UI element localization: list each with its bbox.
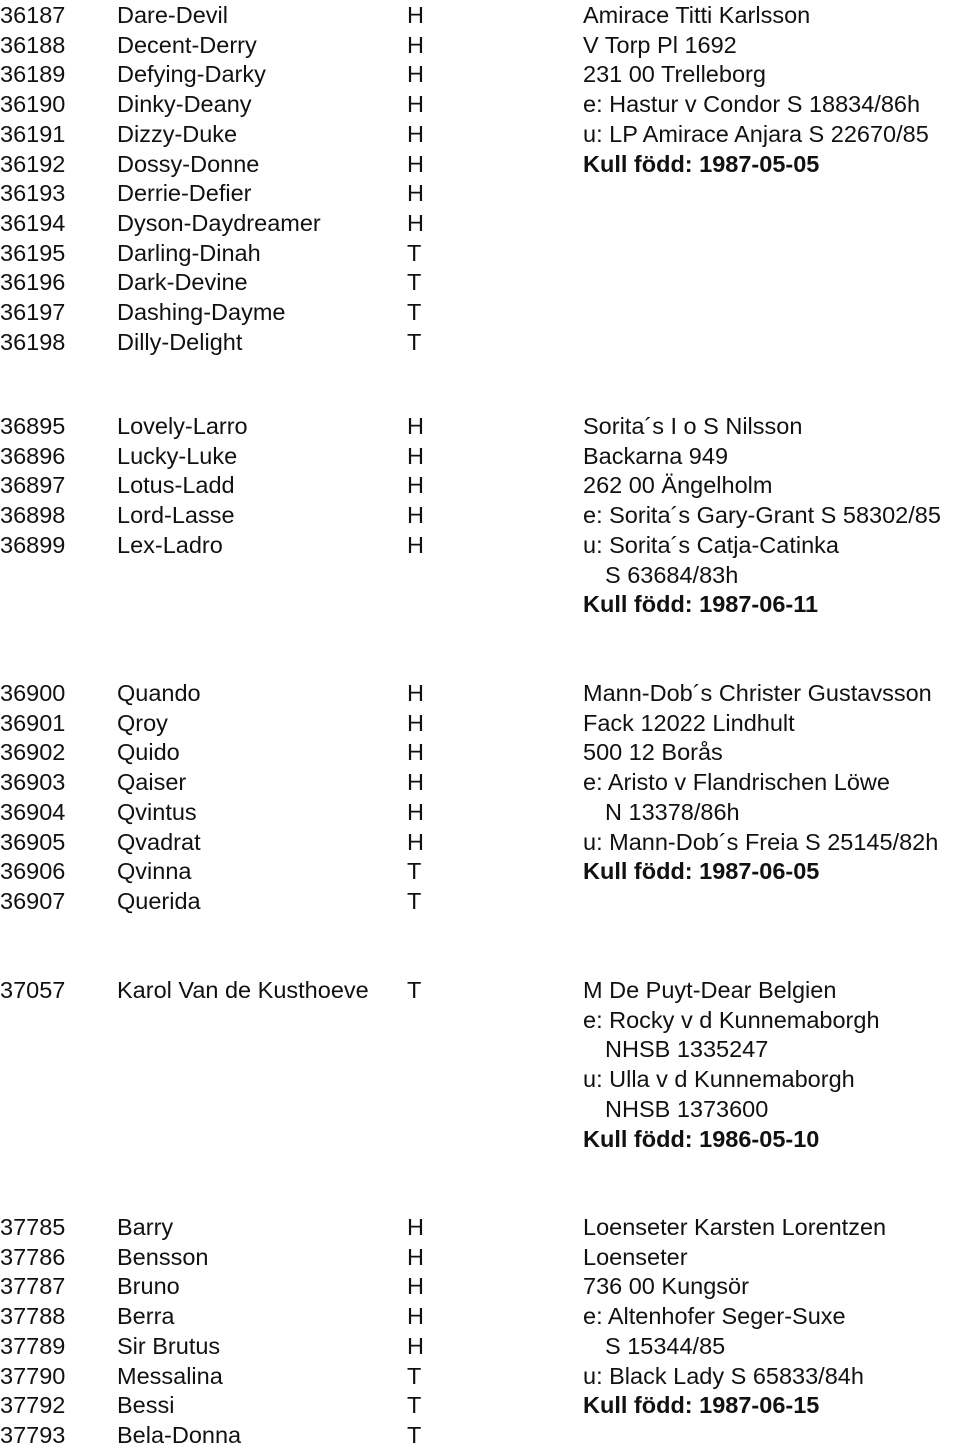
sex-code: H <box>407 472 424 499</box>
puppy-row <box>0 827 960 857</box>
registration-number: 36197 <box>0 299 66 325</box>
dog-name: Lotus-Ladd <box>117 472 235 499</box>
registration-number: 36191 <box>0 120 66 147</box>
litter-info: 500 12 Borås <box>583 739 723 766</box>
puppy-row <box>0 708 960 738</box>
registration-number: 36902 <box>0 739 66 766</box>
sex-code: H <box>407 1303 424 1330</box>
puppy-row <box>0 886 960 916</box>
litter-info-row <box>0 1005 960 1035</box>
sex-code: H <box>407 1273 424 1300</box>
puppy-row <box>0 208 960 238</box>
litter-info: u: Black Lady S 65833/84h <box>583 1362 864 1389</box>
puppy-row <box>0 856 960 886</box>
sex-code: T <box>407 887 422 914</box>
dog-name: Bessi <box>117 1392 175 1419</box>
registration-number: 36196 <box>0 269 66 296</box>
sex-code: H <box>407 709 424 736</box>
registration-number: 36904 <box>0 798 66 825</box>
registration-number: 36898 <box>0 502 66 529</box>
sex-code: H <box>407 798 424 825</box>
sex-code: T <box>407 328 422 355</box>
dog-name: Lucky-Luke <box>117 442 238 469</box>
sex-code: H <box>407 91 424 118</box>
sex-code: H <box>407 828 424 855</box>
litter-info: NHSB 1335247 <box>605 1036 769 1063</box>
sex-code: H <box>407 680 424 706</box>
puppy-row <box>0 1301 960 1331</box>
registration-number: 36901 <box>0 709 66 736</box>
litter-info: Mann-Dob´s Christer Gustavsson <box>583 680 932 706</box>
registration-number: 36192 <box>0 150 66 177</box>
sex-code: T <box>407 269 422 296</box>
registration-number: 36190 <box>0 91 66 118</box>
sex-code: T <box>407 977 422 1003</box>
puppy-row <box>0 678 960 708</box>
dog-name: Karol Van de Kusthoeve <box>117 977 369 1003</box>
puppy-row <box>0 1212 960 1242</box>
litter-info-row <box>0 1034 960 1064</box>
registration-number: 36907 <box>0 887 66 914</box>
registration-number: 37786 <box>0 1243 66 1270</box>
litter-info: NHSB 1373600 <box>605 1095 769 1122</box>
dog-name: Darling-Dinah <box>117 239 261 266</box>
puppy-row <box>0 530 960 560</box>
puppy-row <box>0 1361 960 1391</box>
dog-name: Lovely-Larro <box>117 413 248 439</box>
sex-code: H <box>407 1332 424 1359</box>
registration-number: 37057 <box>0 977 66 1003</box>
dog-name: Bela-Donna <box>117 1421 242 1448</box>
registration-number: 37788 <box>0 1303 66 1330</box>
litter-info: Kull född: 1986-05-10 <box>583 1125 820 1152</box>
litter-info: Fack 12022 Lindhult <box>583 709 795 736</box>
registration-number: 36895 <box>0 413 66 439</box>
litter-info: 736 00 Kungsör <box>583 1273 749 1300</box>
litter-info: u: Ulla v d Kunnemaborgh <box>583 1066 855 1093</box>
litter-info: e: Hastur v Condor S 18834/86h <box>583 91 921 118</box>
puppy-row <box>0 1420 960 1450</box>
sex-code: H <box>407 1214 424 1240</box>
puppy-row <box>0 1242 960 1272</box>
litter-info: u: Sorita´s Catja-Catinka <box>583 531 839 558</box>
dog-name: Qvinna <box>117 858 192 885</box>
dog-name: Dashing-Dayme <box>117 299 286 325</box>
registration-number: 36905 <box>0 828 66 855</box>
litter-info-row <box>0 1064 960 1094</box>
puppy-row <box>0 59 960 89</box>
registration-number: 37792 <box>0 1392 66 1419</box>
dog-name: Derrie-Defier <box>117 180 252 207</box>
dog-name: Dare-Devil <box>117 2 228 28</box>
puppy-row <box>0 767 960 797</box>
registration-number: 36899 <box>0 531 66 558</box>
litter-info: S 15344/85 <box>605 1332 726 1359</box>
litter-info-row <box>0 1124 960 1154</box>
sex-code: T <box>407 299 422 325</box>
litter-info: u: LP Amirace Anjara S 22670/85 <box>583 120 929 147</box>
sex-code: H <box>407 209 424 236</box>
sex-code: H <box>407 413 424 439</box>
dog-name: Quando <box>117 680 201 706</box>
registration-number: 36896 <box>0 442 66 469</box>
registration-number: 36189 <box>0 61 66 88</box>
puppy-row <box>0 297 960 327</box>
puppy-row <box>0 119 960 149</box>
litter-info: e: Aristo v Flandrischen Löwe <box>583 769 890 796</box>
dog-name: Lord-Lasse <box>117 502 235 529</box>
registration-number: 36187 <box>0 2 66 28</box>
puppy-row <box>0 1390 960 1420</box>
dog-name: Berra <box>117 1303 175 1330</box>
litter-info: Backarna 949 <box>583 442 729 469</box>
litter-info: e: Sorita´s Gary-Grant S 58302/85 <box>583 502 941 529</box>
dog-name: Messalina <box>117 1362 223 1389</box>
dog-name: Bensson <box>117 1243 209 1270</box>
litter-info: Kull född: 1987-05-05 <box>583 150 820 177</box>
registration-number: 37793 <box>0 1421 66 1448</box>
sex-code: H <box>407 531 424 558</box>
dog-name: Dark-Devine <box>117 269 248 296</box>
puppy-row <box>0 267 960 297</box>
registration-number: 37789 <box>0 1332 66 1359</box>
litter-info-row <box>0 589 960 619</box>
registration-number: 36906 <box>0 858 66 885</box>
puppy-row <box>0 500 960 530</box>
sex-code: H <box>407 1243 424 1270</box>
sex-code: H <box>407 502 424 529</box>
sex-code: T <box>407 858 422 885</box>
sex-code: H <box>407 120 424 147</box>
sex-code: H <box>407 31 424 58</box>
dog-name: Quido <box>117 739 180 766</box>
dog-name: Barry <box>117 1214 174 1240</box>
dog-name: Sir Brutus <box>117 1332 221 1359</box>
litter-info: Loenseter Karsten Lorentzen <box>583 1214 887 1240</box>
litter-info: Amirace Titti Karlsson <box>583 2 811 28</box>
litter-info: 262 00 Ängelholm <box>583 472 773 499</box>
sex-code: H <box>407 180 424 207</box>
registration-number: 37790 <box>0 1362 66 1389</box>
dog-name: Bruno <box>117 1273 180 1300</box>
dog-name: Qvintus <box>117 798 197 825</box>
dog-name: Dossy-Donne <box>117 150 260 177</box>
dog-name: Querida <box>117 887 201 914</box>
sex-code: T <box>407 1421 422 1448</box>
dog-name: Dinky-Deany <box>117 91 252 118</box>
dog-name: Defying-Darky <box>117 61 266 88</box>
puppy-row <box>0 411 960 441</box>
puppy-row <box>0 149 960 179</box>
litter-info: e: Rocky v d Kunnemaborgh <box>583 1006 880 1033</box>
puppy-row <box>0 89 960 119</box>
registration-number: 36903 <box>0 769 66 796</box>
puppy-row <box>0 737 960 767</box>
registration-number: 36193 <box>0 180 66 207</box>
litter-info: e: Altenhofer Seger-Suxe <box>583 1303 846 1330</box>
sex-code: H <box>407 739 424 766</box>
registration-number: 36897 <box>0 472 66 499</box>
registration-number: 37787 <box>0 1273 66 1300</box>
puppy-row <box>0 238 960 268</box>
sex-code: T <box>407 1362 422 1389</box>
puppy-row <box>0 1271 960 1301</box>
registration-number: 36900 <box>0 680 66 706</box>
litter-info: N 13378/86h <box>605 798 740 825</box>
sex-code: H <box>407 61 424 88</box>
litter-info: Loenseter <box>583 1243 688 1270</box>
puppy-row <box>0 1331 960 1361</box>
litter-info: Kull född: 1987-06-15 <box>583 1392 820 1419</box>
litter-info-row <box>0 560 960 590</box>
sex-code: T <box>407 239 422 266</box>
puppy-row <box>0 441 960 471</box>
registration-number: 36195 <box>0 239 66 266</box>
puppy-row <box>0 0 960 30</box>
dog-name: Qaiser <box>117 769 187 796</box>
dog-name: Lex-Ladro <box>117 531 223 558</box>
registration-number: 37785 <box>0 1214 66 1240</box>
litter-info: S 63684/83h <box>605 561 739 588</box>
sex-code: H <box>407 2 424 28</box>
puppy-row <box>0 178 960 208</box>
dog-name: Qvadrat <box>117 828 201 855</box>
dog-name: Dizzy-Duke <box>117 120 238 147</box>
puppy-row <box>0 30 960 60</box>
registration-number: 36198 <box>0 328 66 355</box>
dog-name: Dyson-Daydreamer <box>117 209 321 236</box>
dog-name: Qroy <box>117 709 168 736</box>
dog-name: Dilly-Delight <box>117 328 243 355</box>
litter-info-row <box>0 1094 960 1124</box>
registration-number: 36194 <box>0 209 66 236</box>
litter-info: u: Mann-Dob´s Freia S 25145/82h <box>583 828 939 855</box>
litter-info: V Torp Pl 1692 <box>583 31 737 58</box>
litter-info: Sorita´s I o S Nilsson <box>583 413 803 439</box>
litter-info: Kull född: 1987-06-11 <box>583 591 819 618</box>
sex-code: H <box>407 769 424 796</box>
litter-info: Kull född: 1987-06-05 <box>583 858 820 885</box>
litter-info: M De Puyt-Dear Belgien <box>583 977 837 1003</box>
litter-info: 231 00 Trelleborg <box>583 61 766 88</box>
puppy-row <box>0 470 960 500</box>
registration-number: 36188 <box>0 31 66 58</box>
sex-code: H <box>407 442 424 469</box>
puppy-row <box>0 975 960 1005</box>
puppy-row <box>0 327 960 357</box>
sex-code: T <box>407 1392 422 1419</box>
sex-code: H <box>407 150 424 177</box>
dog-name: Decent-Derry <box>117 31 257 58</box>
puppy-row <box>0 797 960 827</box>
